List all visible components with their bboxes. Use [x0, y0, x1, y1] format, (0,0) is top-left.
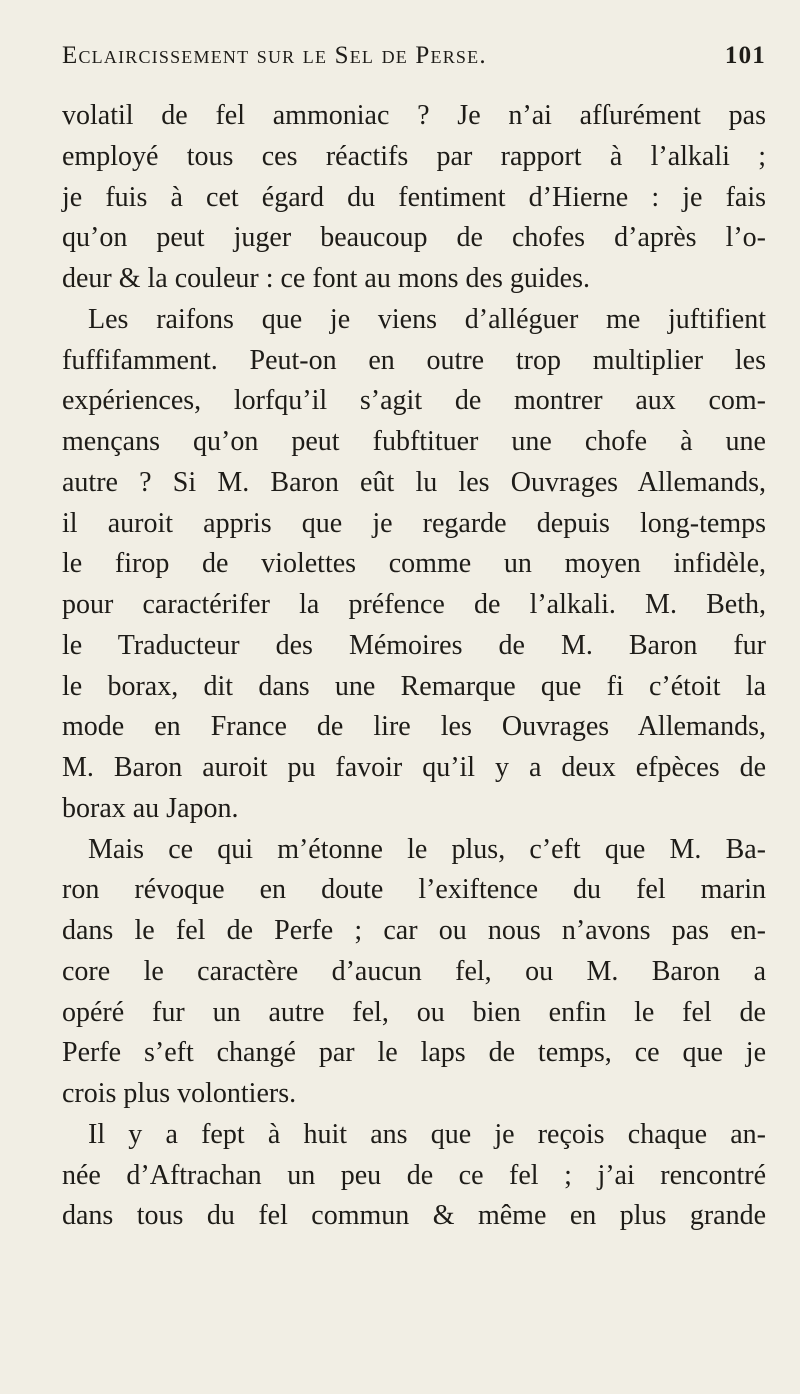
text-line: dans tous du fel commun & même en plus grande — [62, 1200, 766, 1232]
text-line: dans le fel de Perfe ; car ou nous n’avons pas en- — [62, 915, 766, 946]
text-line: mode en France de lire les Ouvrages Allemands, — [62, 711, 766, 743]
body-text — [62, 96, 766, 1237]
text-line: Les raifons que je viens d’alléguer me juftifient — [88, 303, 766, 335]
text-line: le firop de violettes comme un moyen infidèle, — [62, 548, 766, 580]
text-line: Mais ce qui m’étonne le plus, c’eft que M. Ba- — [88, 833, 766, 865]
text-line: mençans qu’on peut fubftituer une chofe à une — [62, 426, 766, 457]
text-line: Perfe s’eft changé par le laps de temps, ce que je — [62, 1037, 766, 1069]
running-title: Eclaircissement sur le Sel de Perse. — [62, 42, 487, 69]
text-line: fuffifamment. Peut-on en outre trop multiplier les — [62, 344, 766, 376]
text-line: pour caractérifer la préfence de l’alkali. M. Beth, — [62, 589, 766, 620]
text-line: autre ? Si M. Baron eût lu les Ouvrages Allemands, — [62, 466, 766, 498]
text-line: née d’Aftrachan un peu de ce fel ; j’ai rencontré — [62, 1159, 766, 1191]
text-line: le borax, dit dans une Remarque que fi c’étoit la — [62, 670, 766, 702]
text-line: ron révoque en doute l’exiftence du fel marin — [62, 874, 766, 906]
text-line: il auroit appris que je regarde depuis long-temps — [62, 507, 766, 539]
text-line: expériences, lorfqu’il s’agit de montrer aux com- — [62, 385, 766, 417]
text-line: crois plus volontiers. — [62, 1078, 297, 1109]
page-number: 101 — [724, 42, 766, 69]
text-line: core le caractère d’aucun fel, ou M. Baron a — [62, 955, 766, 987]
text-line: le Traducteur des Mémoires de M. Baron fur — [62, 629, 766, 661]
text-line: qu’on peut juger beaucoup de chofes d’après l’o- — [62, 222, 766, 254]
text-line: Il y a fept à huit ans que je reçois chaque an- — [88, 1118, 766, 1150]
text-line: volatil de fel ammoniac ? Je n’ai afſurément pas — [62, 100, 766, 131]
text-line: opéré fur un autre fel, ou bien enfin le fel de — [62, 996, 766, 1028]
text-line: deur & la couleur : ce font au mons des guides. — [62, 263, 590, 294]
text-line: borax au Japon. — [62, 792, 239, 824]
text-line: je fuis à cet égard du fentiment d’Hierne : je fais — [62, 181, 766, 213]
running-header — [62, 42, 766, 82]
text-line: M. Baron auroit pu favoir qu’il y a deux efpèces de — [62, 752, 766, 783]
text-line: employé tous ces réactifs par rapport à l’alkali ; — [62, 140, 766, 172]
